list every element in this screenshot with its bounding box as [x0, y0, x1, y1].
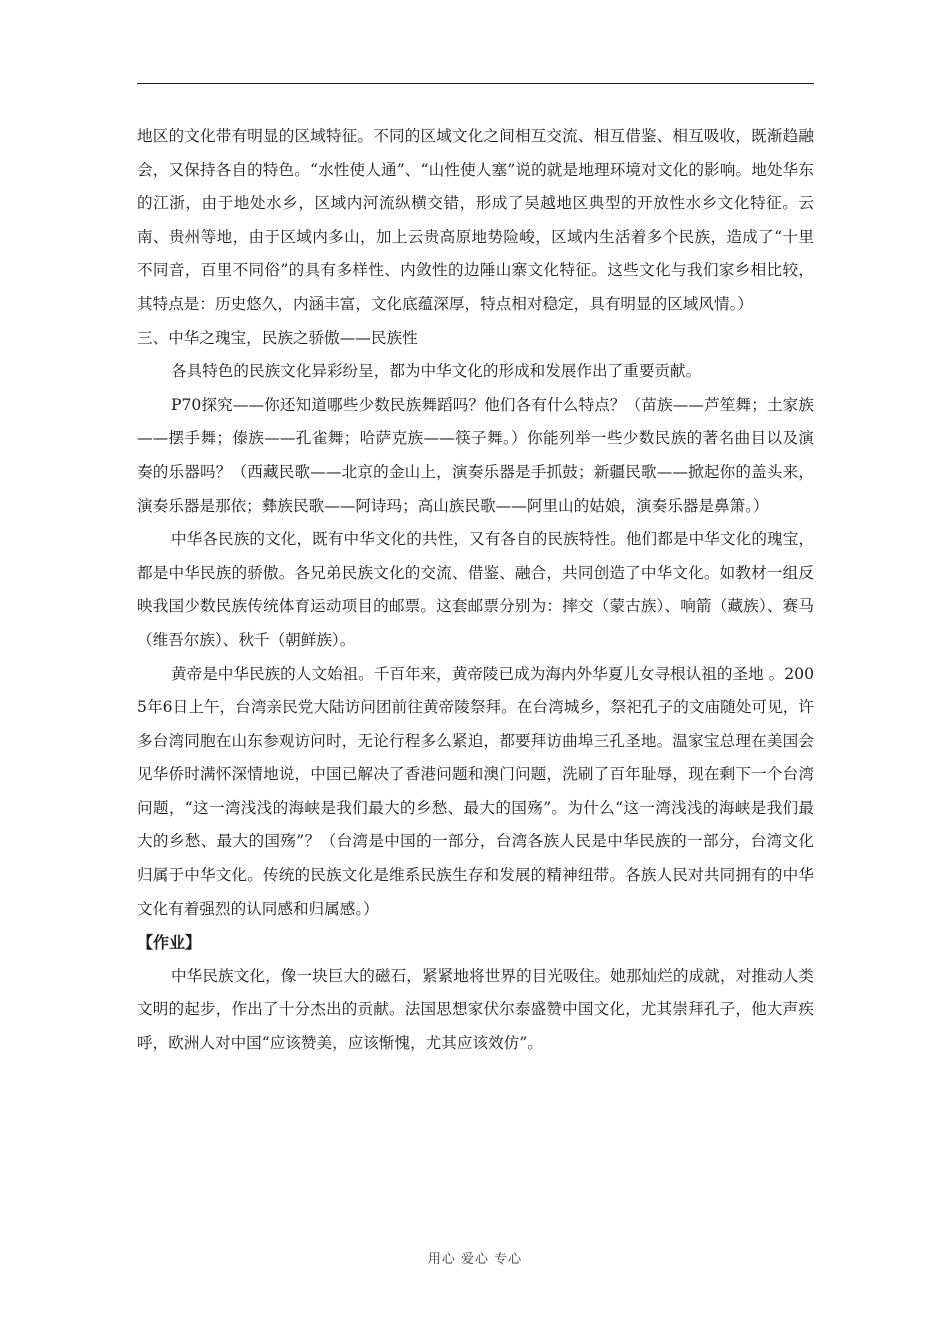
paragraph-homework: 中华民族文化，像一块巨大的磁石，紧紧地将世界的目光吸住。她那灿烂的成就，对推动人类文明的起步，作出了十分杰出的贡献。法国思想家伏尔泰盛赞中国文化，尤其崇拜孔子，他大声疾呼，欧洲人对中国“应该赞美，应该惭愧，尤其应该效仿”。	[137, 966, 814, 1053]
paragraph-huangdi-taiwan: 黄帝是中华民族的人文始祖。千百年来，黄帝陵已成为海内外华夏儿女寻根认祖的圣地 。2005年6日上午，台湾亲民党大陆访问团前往黄帝陵祭拜。在台湾城乡，祭祀孔子的文庙随处可见，许多台湾同胞在山东参观访问时，无论行程多么紧迫，都要拜访曲埠三孔圣地。温家宝总理在美国会见华侨时满怀深情地说，中国已解决了香港问题和澳门问题，洗刷了百年耻辱，现在剩下一个台湾问题，“这一湾浅浅的海峡是我们最大的乡愁、最大的国殇”。为什么“这一湾浅浅的海峡是我们最大的乡愁、最大的国殇”？（台湾是中国的一部分，台湾各族人民是中华民族的一部分，台湾文化归属于中华文化。传统的民族文化是维系民族生存和发展的精神纽带。各族人民对共同拥有的中华文化有着强烈的认同感和归属感。）	[137, 664, 814, 918]
page-footer: 用心 爱心 专心	[427, 1252, 523, 1267]
paragraph-regional-culture: 地区的文化带有明显的区域特征。不同的区域文化之间相互交流、相互借鉴、相互吸收，既渐趋融会，又保持各自的特色。“水性使人通”、“山性使人塞”说的就是地理环境对文化的影响。地处华东的江浙，由于地处水乡，区域内河流纵横交错，形成了吴越地区典型的开放性水乡文化特征。云南、贵州等地，由于区域内多山，加上云贵高原地势险峻，区域内生活着多个民族，造成了“十里不同音，百里不同俗”的具有多样性、内敛性的边陲山寨文化特征。这些文化与我们家乡相比较，其特点是：历史悠久，内涵丰富，文化底蕴深厚，特点相对稳定，具有明显的区域风情。）	[137, 127, 814, 313]
paragraph-ethnic-stamps: 中华各民族的文化，既有中华文化的共性，又有各自的民族特性。他们都是中华文化的瑰宝，都是中华民族的骄傲。各兄弟民族文化的交流、借鉴、融合，共同创造了中华文化。如教材一组反映我国少数民族传统体育运动项目的邮票。这套邮票分别为：摔交（蒙古族）、响箭（藏族）、赛马（维吾尔族）、秋千（朝鲜族）。	[137, 530, 814, 649]
homework-heading: 【作业】	[137, 933, 202, 953]
document-body	[137, 120, 814, 1061]
paragraph-p70-exploration: P70探究——你还知道哪些少数民族舞蹈吗？他们各有什么特点？（苗族——芦笙舞；土家族——摆手舞；傣族——孔雀舞；哈萨克族——筷子舞。）你能列举一些少数民族的著名曲目以及演奏的乐器吗？（西藏民歌——北京的金山上，演奏乐器是手抓鼓；新疆民歌——掀起你的盖头来，演奏乐器是那依；彝族民歌——阿诗玛；高山族民歌——阿里山的姑娘，演奏乐器是鼻箫。）	[137, 395, 814, 515]
section-heading-ethnicity: 三、中华之瑰宝，民族之骄傲——民族性	[137, 328, 418, 347]
header-rule	[137, 83, 814, 84]
paragraph-ethnic-contributions: 各具特色的民族文化异彩纷呈，都为中华文化的形成和发展作出了重要贡献。	[171, 362, 702, 381]
